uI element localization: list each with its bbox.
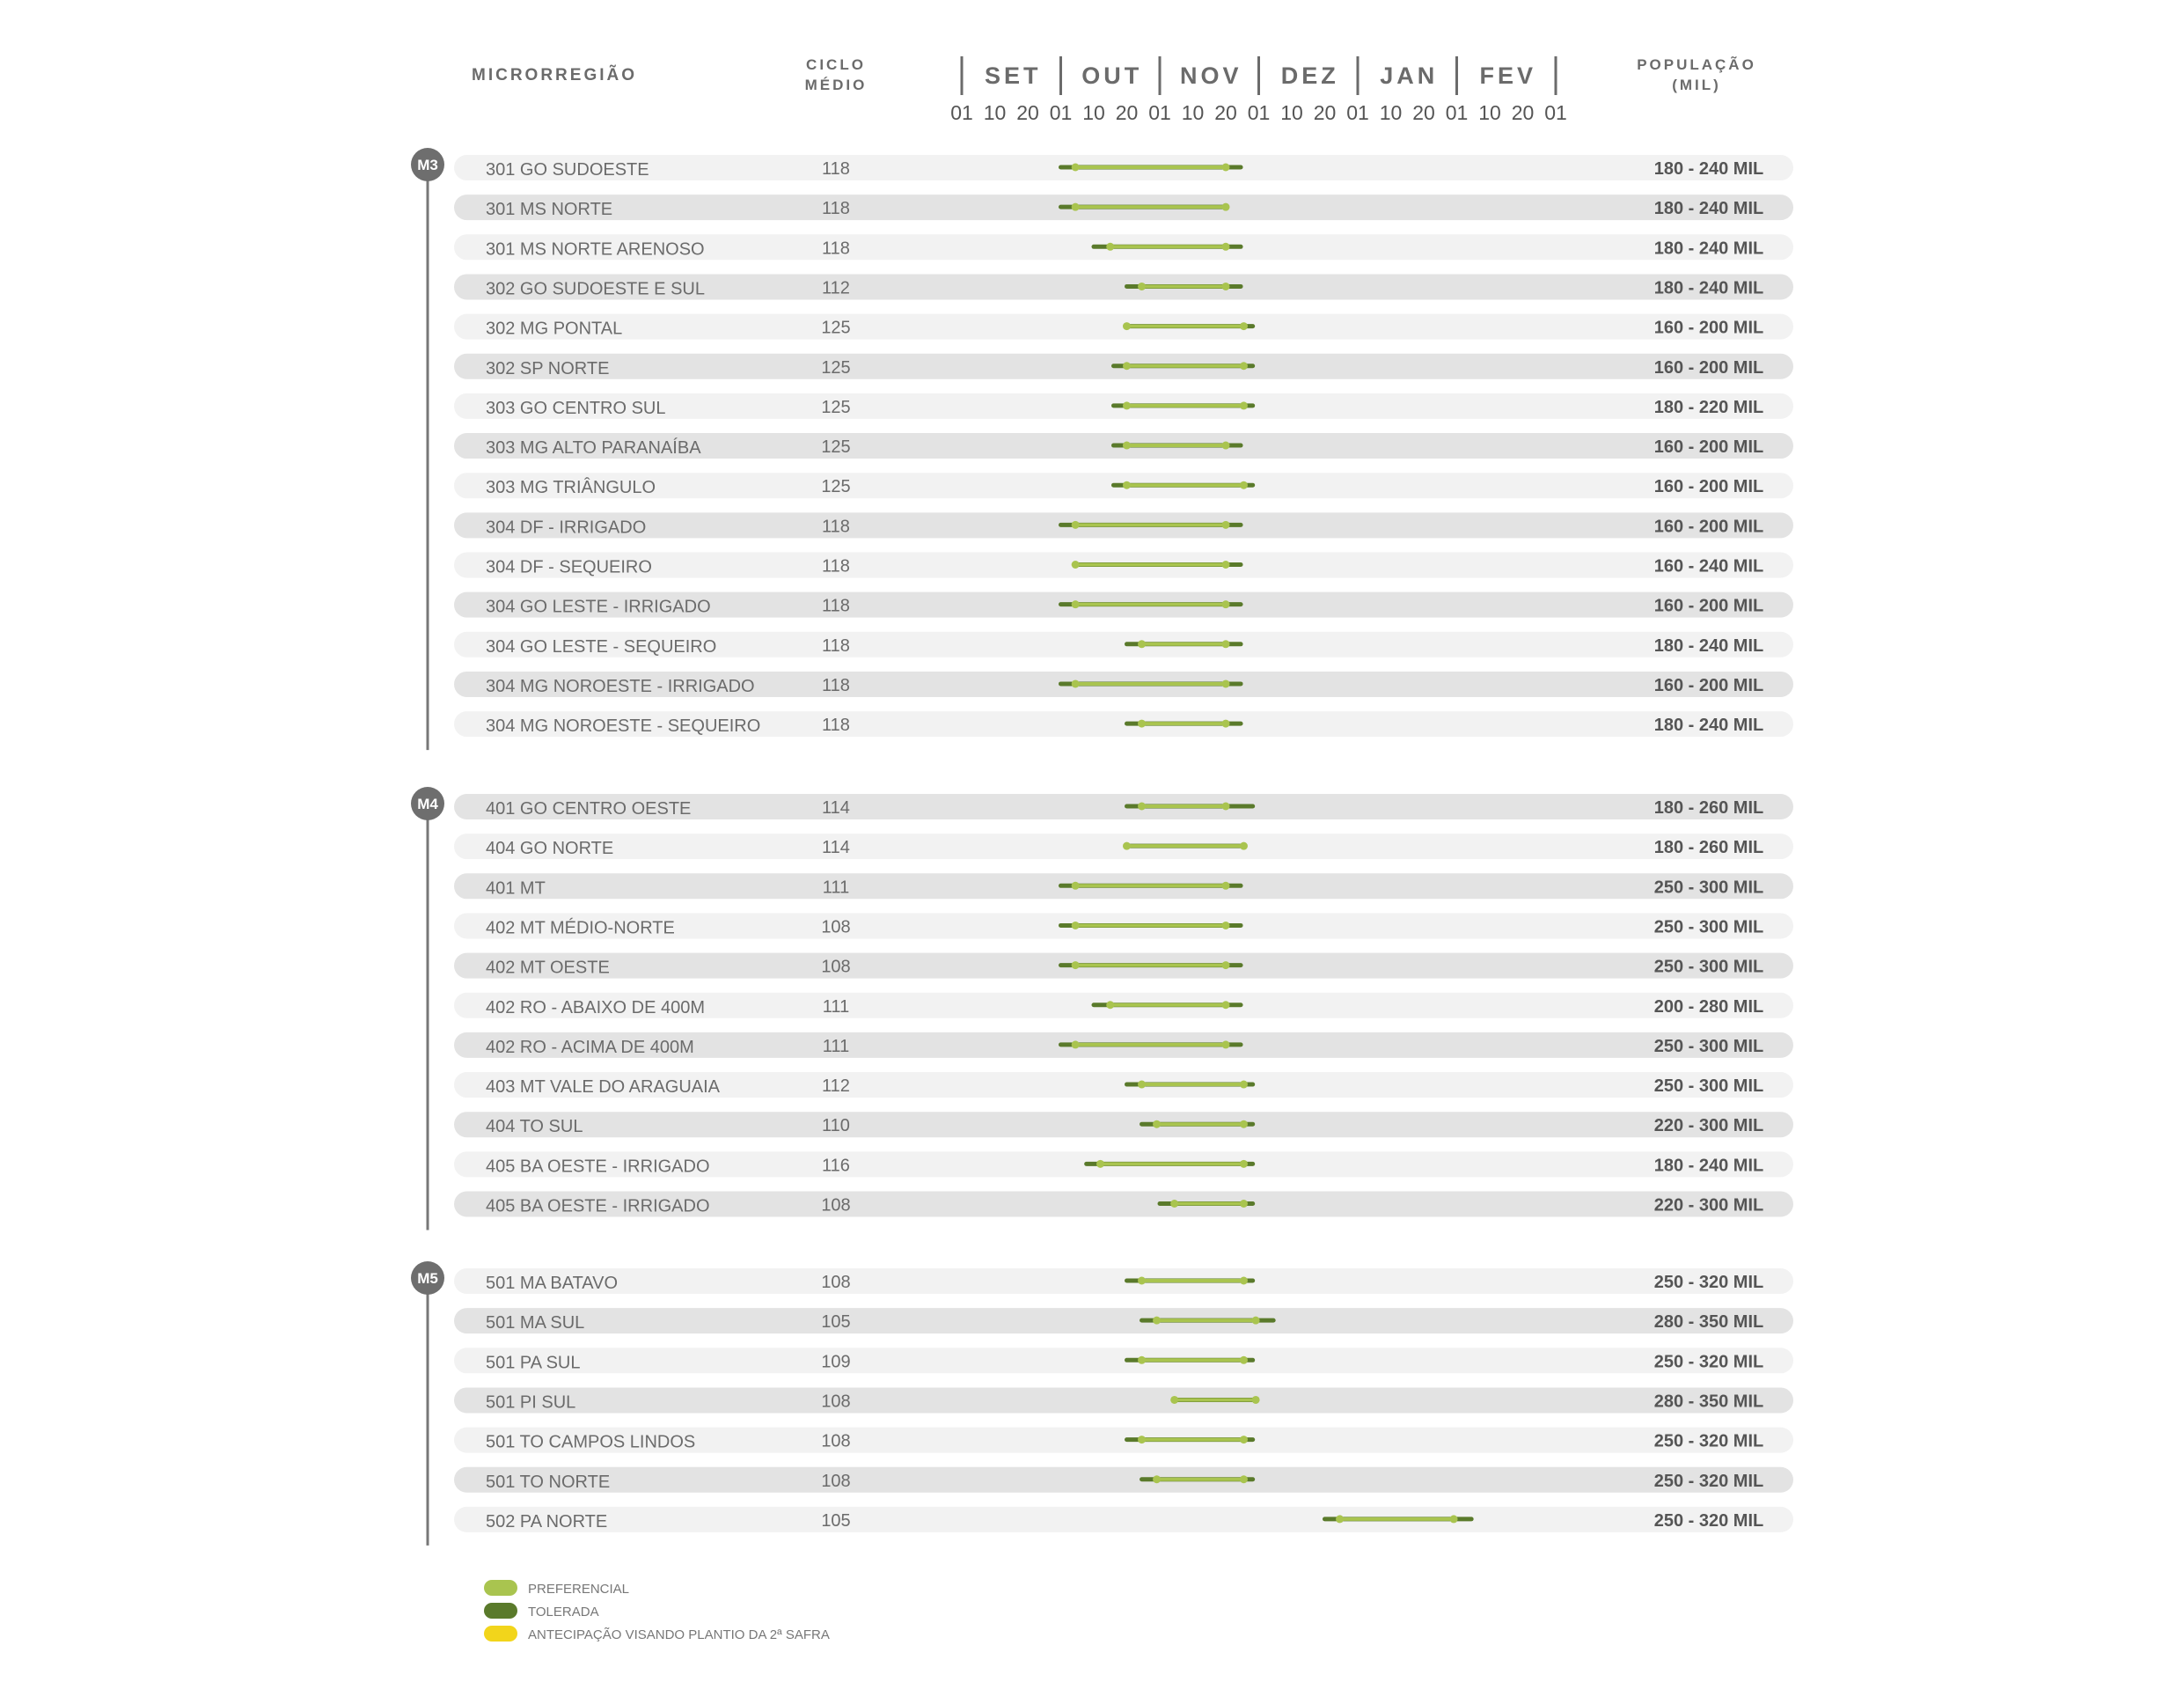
microregion-name: 304 DF - IRRIGADO [486,518,647,538]
preferred-end-dot [1222,521,1230,529]
preferred-end-dot [1222,561,1230,569]
cycle-value: 108 [821,1471,851,1491]
cycle-value: 105 [821,1312,851,1333]
preferred-end-dot [1222,442,1230,450]
preferred-end-dot [1222,1001,1230,1009]
preferred-start-dot [1072,679,1080,687]
day-tick-label: 20 [1016,101,1039,124]
timeline-axis [950,56,1567,124]
month-label: SET [984,62,1042,89]
preferred-start-dot [1138,283,1146,290]
preferred-end-dot [1222,640,1230,648]
preferred-start-dot [1153,1120,1161,1128]
table-row [454,1072,1793,1098]
table-row [454,1192,1793,1217]
cycle-value: 118 [822,199,850,219]
population-value: 220 - 300 MIL [1653,1195,1764,1216]
preferred-start-dot [1153,1475,1161,1483]
group-label: M3 [417,157,438,173]
preferred-end-dot [1240,1081,1248,1089]
day-tick-label: 10 [1181,101,1205,124]
microregion-name: 401 MT [486,878,546,899]
cycle-header-line1: CICLO [806,56,866,73]
preferred-end-dot [1222,203,1230,211]
month-label: OUT [1081,62,1143,89]
preferred-start-dot [1072,1040,1080,1048]
population-value: 220 - 300 MIL [1653,1116,1764,1136]
preferred-start-dot [1170,1200,1178,1208]
population-value: 250 - 300 MIL [1653,917,1764,937]
month-label: DEZ [1280,62,1339,89]
population-value: 160 - 240 MIL [1653,556,1764,577]
cycle-value: 108 [821,957,851,977]
table-row [454,1507,1793,1532]
microregion-name: 402 MT MÉDIO-NORTE [486,918,675,938]
microregion-name: 402 MT OESTE [486,958,610,978]
table-row [454,913,1793,938]
population-value: 250 - 320 MIL [1653,1352,1764,1372]
cycle-value: 118 [822,675,850,695]
preferred-start-dot [1123,442,1131,450]
microregion-name: 303 GO CENTRO SUL [486,398,666,418]
microregion-name: 301 MS NORTE ARENOSO [486,239,705,260]
day-tick-label: 01 [1445,101,1469,124]
preferred-end-dot [1222,600,1230,608]
table-row [454,834,1793,859]
preferred-end-dot [1240,322,1248,330]
table-row [454,1387,1793,1413]
preferred-end-dot [1222,243,1230,251]
microregion-name: 303 MG TRIÂNGULO [486,478,656,498]
preferred-end-dot [1240,362,1248,370]
preferred-start-dot [1138,1356,1146,1364]
microregion-name: 304 DF - SEQUEIRO [486,557,652,577]
cycle-value: 125 [821,318,851,338]
preferred-start-dot [1072,600,1080,608]
preferred-start-dot [1123,322,1131,330]
population-value: 180 - 240 MIL [1653,716,1764,736]
cycle-value: 111 [822,1036,850,1056]
microregion-name: 404 GO NORTE [486,839,614,859]
microregion-name: 301 MS NORTE [486,200,613,220]
cycle-value: 108 [821,1273,851,1292]
preferred-start-dot [1072,164,1080,172]
row-background [454,1467,1793,1493]
day-tick-label: 10 [1379,101,1403,124]
preferred-end-dot [1222,679,1230,687]
microregion-name: 501 PI SUL [486,1392,576,1413]
population-value: 280 - 350 MIL [1653,1392,1764,1412]
microregion-name: 301 GO SUDOESTE [486,160,649,180]
preferred-end-dot [1222,720,1230,728]
row-background [454,1387,1793,1413]
day-tick-label: 10 [1082,101,1105,124]
cycle-value: 118 [822,635,850,656]
cycle-value: 125 [821,397,851,417]
day-tick-label: 20 [1214,101,1237,124]
month-label: JAN [1380,62,1439,89]
group-label: M5 [417,1270,438,1287]
row-background [454,1112,1793,1137]
population-value: 250 - 320 MIL [1653,1510,1764,1531]
microregion-name: 302 GO SUDOESTE E SUL [486,279,705,299]
population-value: 160 - 200 MIL [1653,517,1764,537]
population-value: 180 - 240 MIL [1653,1156,1764,1176]
day-tick-label: 01 [1346,101,1369,124]
preferred-end-dot [1240,1436,1248,1443]
cycle-value: 125 [821,437,851,458]
population-value: 160 - 200 MIL [1653,477,1764,497]
microregion-name: 501 MA SUL [486,1313,585,1333]
population-value: 180 - 240 MIL [1653,159,1764,179]
cycle-value: 105 [821,1510,851,1531]
table-row [454,155,1793,180]
row-background [454,1348,1793,1373]
table-row [454,1151,1793,1177]
preferred-start-dot [1096,1160,1104,1168]
table-row [454,672,1793,697]
preferred-start-dot [1138,1277,1146,1285]
microregion-name: 405 BA OESTE - IRRIGADO [486,1157,710,1177]
microregion-name: 403 MT VALE DO ARAGUAIA [486,1077,721,1098]
preferred-start-dot [1123,842,1131,850]
preferred-end-dot [1222,803,1230,811]
preferred-end-dot [1240,1200,1248,1208]
cycle-value: 111 [822,996,850,1017]
cycle-value: 108 [821,1431,851,1451]
cycle-header-line2: MÉDIO [804,77,868,93]
preferred-end-dot [1240,1120,1248,1128]
day-tick-label: 01 [950,101,973,124]
legend-label: TOLERADA [528,1605,599,1620]
table-row [454,393,1793,419]
preferred-end-dot [1240,481,1248,489]
cycle-value: 114 [822,838,850,858]
cycle-value: 118 [822,596,850,616]
groups [411,148,444,1546]
preferred-end-dot [1222,882,1230,890]
microregion-name: 501 TO CAMPOS LINDOS [486,1432,696,1452]
population-header-line2: (MIL) [1672,77,1721,93]
day-tick-label: 01 [1544,101,1567,124]
preferred-end-dot [1222,1040,1230,1048]
preferred-start-dot [1072,922,1080,929]
population-value: 250 - 320 MIL [1653,1471,1764,1491]
microregion-name: 302 MG PONTAL [486,319,623,339]
population-value: 250 - 320 MIL [1653,1273,1764,1292]
preferred-start-dot [1153,1317,1161,1325]
microregion-name: 303 MG ALTO PARANAÍBA [486,438,701,459]
preferred-end-dot [1240,1356,1248,1364]
cycle-value: 108 [821,1392,851,1412]
day-tick-label: 01 [1049,101,1073,124]
population-value: 180 - 220 MIL [1653,397,1764,417]
cycle-value: 118 [822,239,850,259]
legend-label: ANTECIPAÇÃO VISANDO PLANTIO DA 2ª SAFRA [528,1627,830,1642]
preferred-end-dot [1240,1160,1248,1168]
table-row [454,953,1793,979]
table-row [454,433,1793,459]
preferred-start-dot [1072,961,1080,969]
group-label: M4 [417,796,438,812]
preferred-end-dot [1222,961,1230,969]
population-value: 200 - 280 MIL [1653,996,1764,1017]
microregion-name: 501 PA SUL [486,1353,581,1373]
legend-swatch [484,1580,517,1596]
microregion-name: 304 MG NOROESTE - SEQUEIRO [486,716,761,737]
preferred-start-dot [1123,481,1131,489]
table-row [454,1112,1793,1137]
cycle-value: 118 [822,159,850,179]
preferred-end-dot [1222,922,1230,929]
table-row [454,1348,1793,1373]
microregion-name: 402 RO - ABAIXO DE 400M [486,997,705,1017]
cycle-value: 109 [821,1352,851,1372]
cycle-value: 118 [822,517,850,537]
preferred-start-dot [1072,561,1080,569]
group-m5 [411,1261,444,1546]
day-tick-label: 01 [1148,101,1171,124]
microregion-name: 502 PA NORTE [486,1511,608,1531]
preferred-start-dot [1106,243,1114,251]
preferred-start-dot [1072,521,1080,529]
day-tick-label: 10 [1478,101,1501,124]
day-tick-label: 20 [1115,101,1139,124]
legend [484,1580,830,1642]
table-row [454,873,1793,899]
table-row [454,354,1793,379]
table-row [454,711,1793,737]
table-row [454,632,1793,657]
day-tick-label: 20 [1511,101,1535,124]
population-value: 250 - 300 MIL [1653,878,1764,898]
table-row [454,1032,1793,1058]
cycle-value: 125 [821,357,851,378]
preferred-end-dot [1252,1396,1260,1404]
preferred-end-dot [1240,1475,1248,1483]
row-background [454,1507,1793,1532]
population-value: 160 - 200 MIL [1653,675,1764,695]
table-row [454,592,1793,618]
preferred-end-dot [1222,164,1230,172]
cycle-value: 114 [822,798,850,818]
population-value: 160 - 200 MIL [1653,596,1764,616]
population-value: 250 - 300 MIL [1653,957,1764,977]
table-row [454,993,1793,1018]
population-value: 250 - 300 MIL [1653,1036,1764,1056]
legend-label: PREFERENCIAL [528,1582,630,1597]
microregion-name: 304 GO LESTE - SEQUEIRO [486,636,717,657]
microregion-name: 402 RO - ACIMA DE 400M [486,1037,694,1057]
microregion-name: 404 TO SUL [486,1117,583,1137]
population-value: 180 - 260 MIL [1653,798,1764,818]
preferred-start-dot [1138,1436,1146,1443]
preferred-start-dot [1123,362,1131,370]
microregion-name: 302 SP NORTE [486,358,610,378]
cycle-value: 112 [822,1076,850,1097]
day-tick-label: 01 [1247,101,1271,124]
preferred-start-dot [1170,1396,1178,1404]
table-row [454,1467,1793,1493]
day-tick-label: 20 [1412,101,1435,124]
table-row [454,234,1793,260]
microregion-name: 501 MA BATAVO [486,1274,619,1293]
preferred-start-dot [1138,720,1146,728]
preferred-start-dot [1138,1081,1146,1089]
day-tick-label: 10 [983,101,1007,124]
preferred-end-dot [1450,1515,1458,1523]
microregion-name: 405 BA OESTE - IRRIGADO [486,1196,710,1216]
preferred-start-dot [1123,401,1131,409]
population-value: 180 - 240 MIL [1653,239,1764,259]
preferred-end-dot [1222,283,1230,290]
preferred-start-dot [1138,640,1146,648]
preferred-end-dot [1240,401,1248,409]
cycle-value: 125 [821,477,851,497]
population-value: 160 - 200 MIL [1653,437,1764,458]
group-m3 [411,148,444,750]
table-row [454,195,1793,220]
row-background [454,1268,1793,1294]
cycle-value: 108 [821,917,851,937]
table-row [454,1308,1793,1333]
preferred-start-dot [1138,803,1146,811]
table-row [454,314,1793,340]
cycle-value: 118 [822,716,850,736]
population-value: 250 - 300 MIL [1653,1076,1764,1097]
legend-swatch [484,1626,517,1642]
microregion-name: 401 GO CENTRO OESTE [486,799,692,819]
region-header: MICRORREGIÃO [472,66,637,84]
cycle-value: 116 [822,1156,850,1176]
population-value: 160 - 200 MIL [1653,318,1764,338]
population-header-line1: POPULAÇÃO [1637,56,1756,73]
preferred-start-dot [1336,1515,1344,1523]
preferred-start-dot [1106,1001,1114,1009]
preferred-end-dot [1240,1277,1248,1285]
group-m4 [411,787,444,1230]
cycle-value: 110 [822,1116,850,1136]
population-value: 250 - 320 MIL [1653,1431,1764,1451]
day-tick-label: 10 [1280,101,1303,124]
table-row [454,1268,1793,1294]
population-value: 180 - 260 MIL [1653,838,1764,858]
month-label: NOV [1179,62,1242,89]
preferred-start-dot [1072,882,1080,890]
table-row [454,794,1793,819]
population-value: 160 - 200 MIL [1653,357,1764,378]
population-value: 180 - 240 MIL [1653,199,1764,219]
table-row [454,553,1793,578]
population-value: 280 - 350 MIL [1653,1312,1764,1333]
table-row [454,1428,1793,1453]
population-value: 180 - 240 MIL [1653,635,1764,656]
cycle-value: 118 [822,556,850,577]
cycle-value: 111 [822,878,850,898]
month-label: FEV [1479,62,1537,89]
rows [454,155,1793,1532]
table-row [454,274,1793,299]
row-background [454,1308,1793,1333]
preferred-start-dot [1072,203,1080,211]
table-row [454,473,1793,498]
microregion-name: 304 GO LESTE - IRRIGADO [486,597,711,617]
preferred-end-dot [1252,1317,1260,1325]
cycle-value: 108 [821,1195,851,1216]
microregion-name: 501 TO NORTE [486,1472,611,1492]
legend-swatch [484,1603,517,1619]
cycle-value: 112 [822,278,850,298]
table-row [454,512,1793,538]
preferred-end-dot [1240,842,1248,850]
microregion-name: 304 MG NOROESTE - IRRIGADO [486,676,755,696]
population-value: 180 - 240 MIL [1653,278,1764,298]
day-tick-label: 20 [1313,101,1337,124]
